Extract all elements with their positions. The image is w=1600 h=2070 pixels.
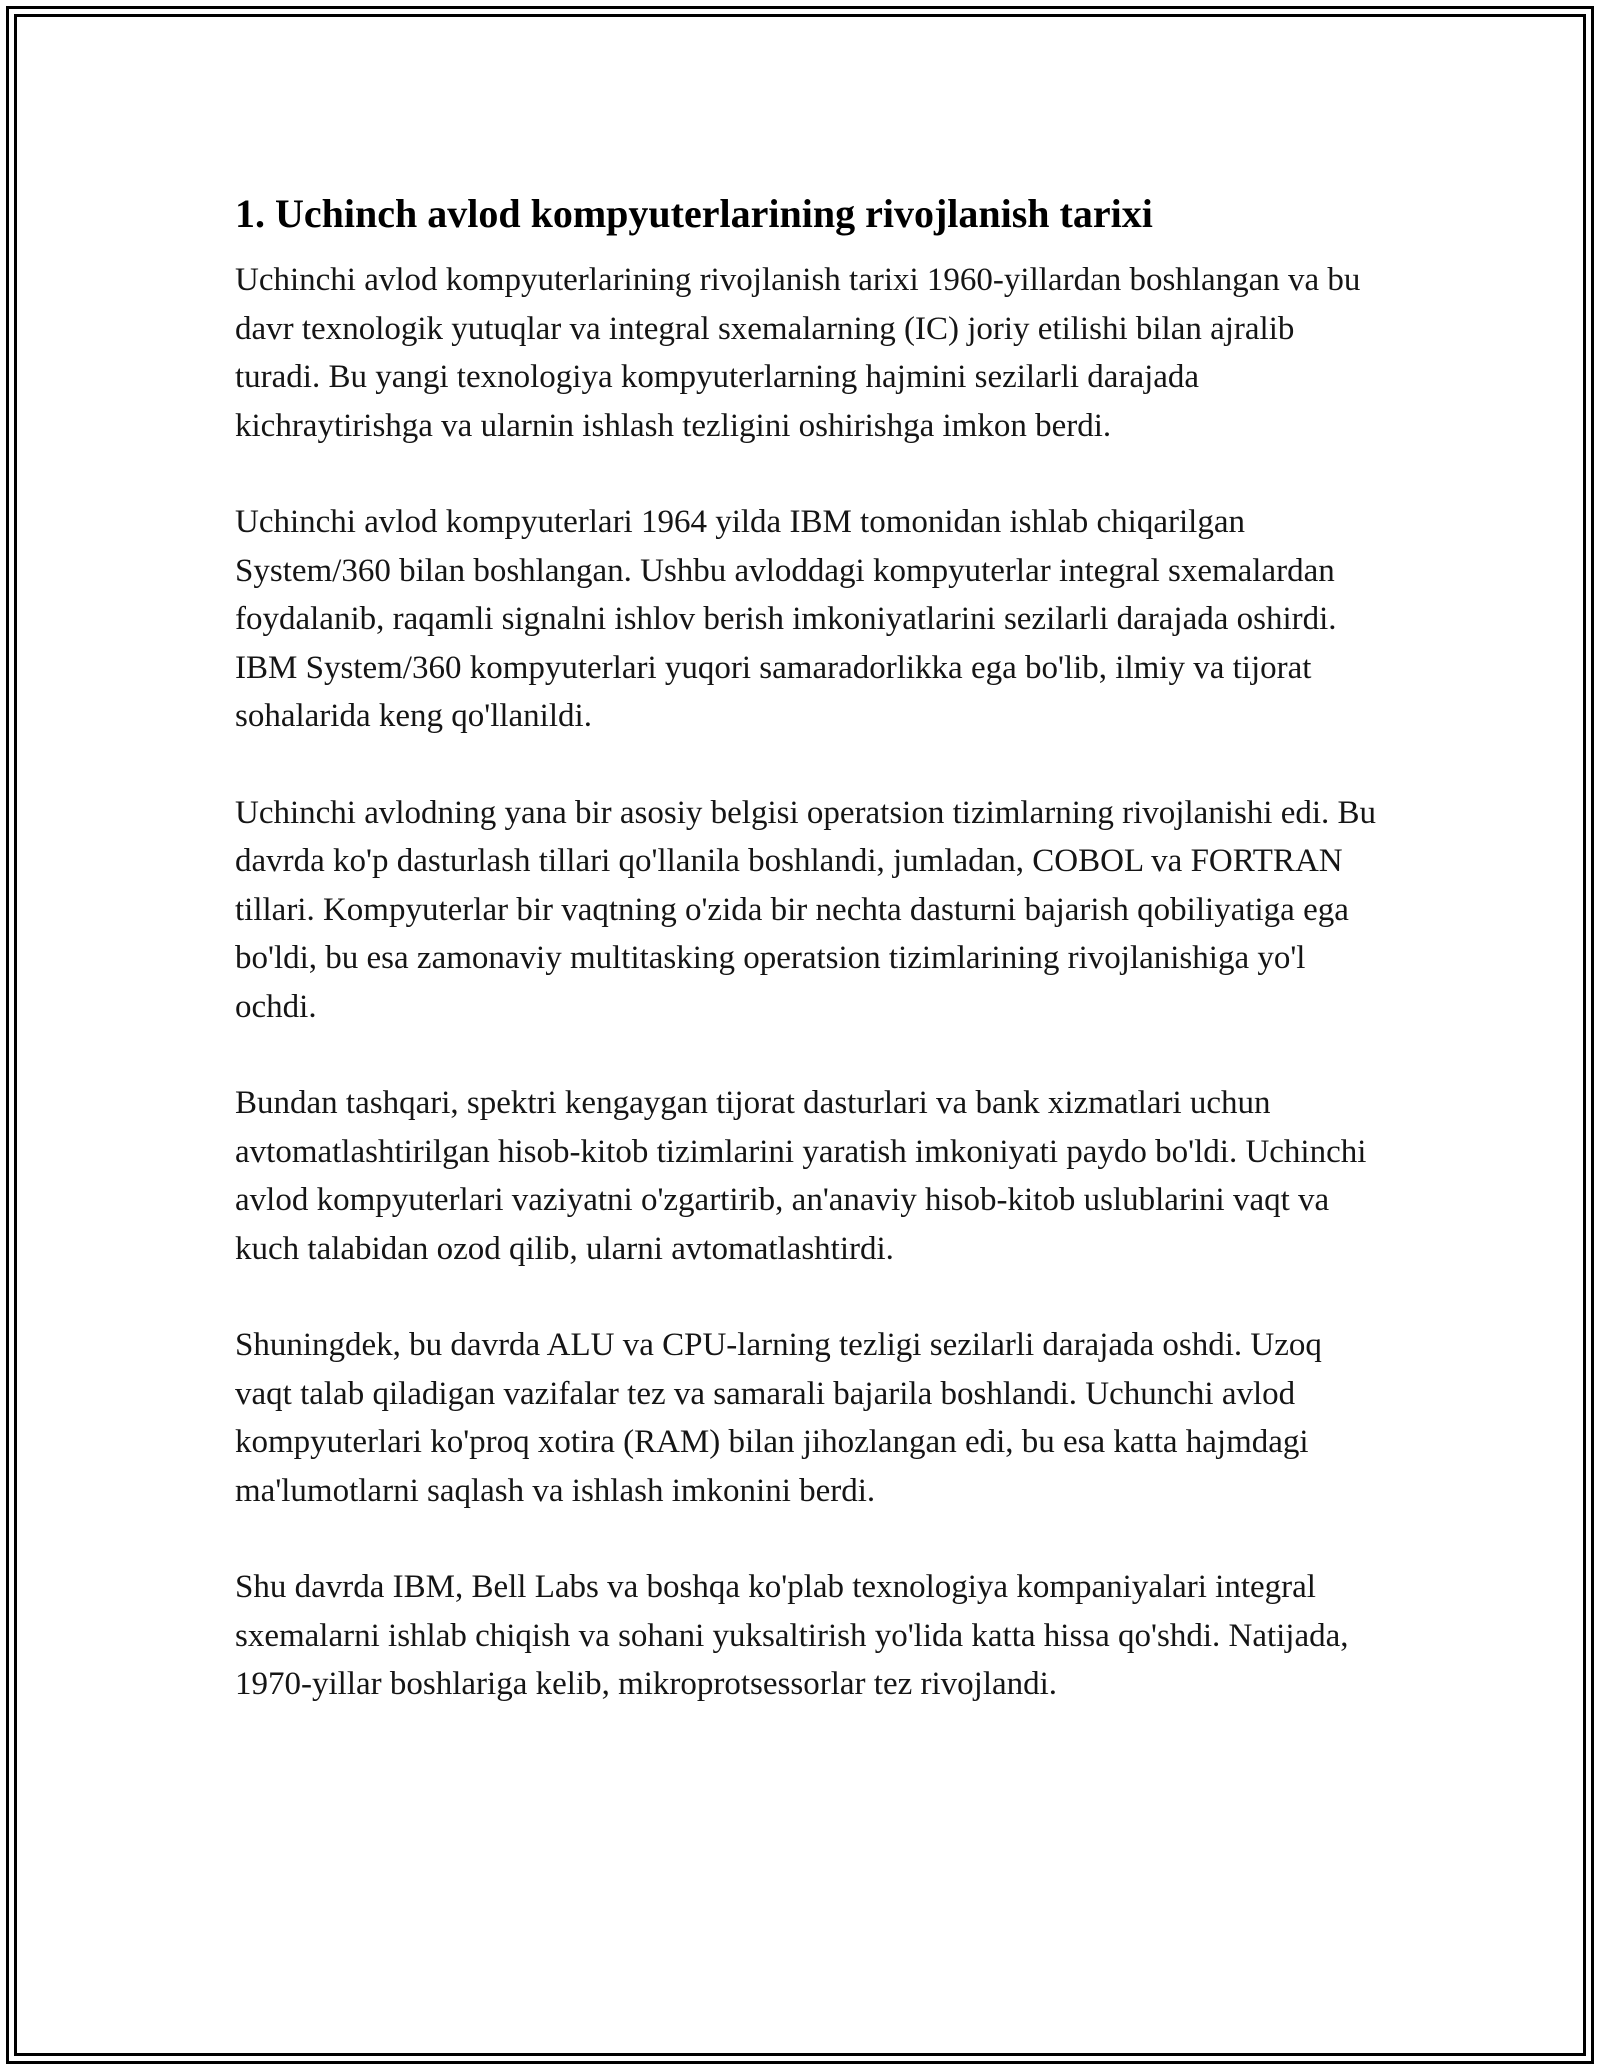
page-title: 1. Uchinch avlod kompyuterlarining rivojlanish tarixi [235, 191, 1153, 236]
paragraph-6: Shu davrda IBM, Bell Labs va boshqa ko'plab texnologiya kompaniyalari integral sxemalarni ishlab chiqish va sohani yuksaltirish yo'lida katta hissa qo'shdi. Natijada, 1970-yillar boshlariga kelib, mikroprotsessorlar tez rivojlandi. [235, 1569, 1349, 1702]
paragraph-3: Uchinchi avlodning yana bir asosiy belgisi operatsion tizimlarning rivojlanishi edi. Bu davrda ko'p dasturlash tillari qo'llanila boshlandi, jumladan, COBOL va FORTRAN tillari. Kompyuterlar bir vaqtning o'zida bir nechta dasturni bajarish qobiliyatiga ega bo'ldi, bu esa zamonaviy multitasking operatsion tizimlarining rivojlanishiga yo'l ochdi. [235, 794, 1377, 1025]
paragraph-5: Shuningdek, bu davrda ALU va CPU-larning tezligi sezilarli darajada oshdi. Uzoq vaqt talab qiladigan vazifalar tez va samarali bajarila boshlandi. Uchunchi avlod kompyuterlari ko'proq xotira (RAM) bilan jihozlangan edi, bu esa katta hajmdagi ma'lumotlarni saqlash va ishlash imkonini berdi. [235, 1327, 1322, 1509]
document-body [235, 186, 1385, 1757]
paragraph-1: Uchinchi avlod kompyuterlarining rivojlanish tarixi 1960-yillardan boshlangan va bu davr texnologik yutuqlar va integral sxemalarning (IC) joriy etilishi bilan ajralib turadi. Bu yangi texnologiya kompyuterlarning hajmini sezilarli darajada kichraytirishga va ularnin ishlash tezligini oshirishga imkon berdi. [235, 262, 1361, 444]
paragraph-4: Bundan tashqari, spektri kengaygan tijorat dasturlari va bank xizmatlari uchun avtomatlashtirilgan hisob-kitob tizimlarini yaratish imkoniyati paydo bo'ldi. Uchinchi avlod kompyuterlari vaziyatni o'zgartirib, an'anaviy hisob-kitob uslublarini vaqt va kuch talabidan ozod qilib, ularni avtomatlashtirdi. [235, 1085, 1367, 1267]
paragraph-2: Uchinchi avlod kompyuterlari 1964 yilda IBM tomonidan ishlab chiqarilgan System/360 bilan boshlangan. Ushbu avloddagi kompyuterlar integral sxemalardan foydalanib, raqamli signalni ishlov berish imkoniyatlarini sezilarli darajada oshirdi. IBM System/360 kompyuterlari yuqori samaradorlikka ega bo'lib, ilmiy va tijorat sohalarida keng qo'llanildi. [235, 504, 1337, 734]
